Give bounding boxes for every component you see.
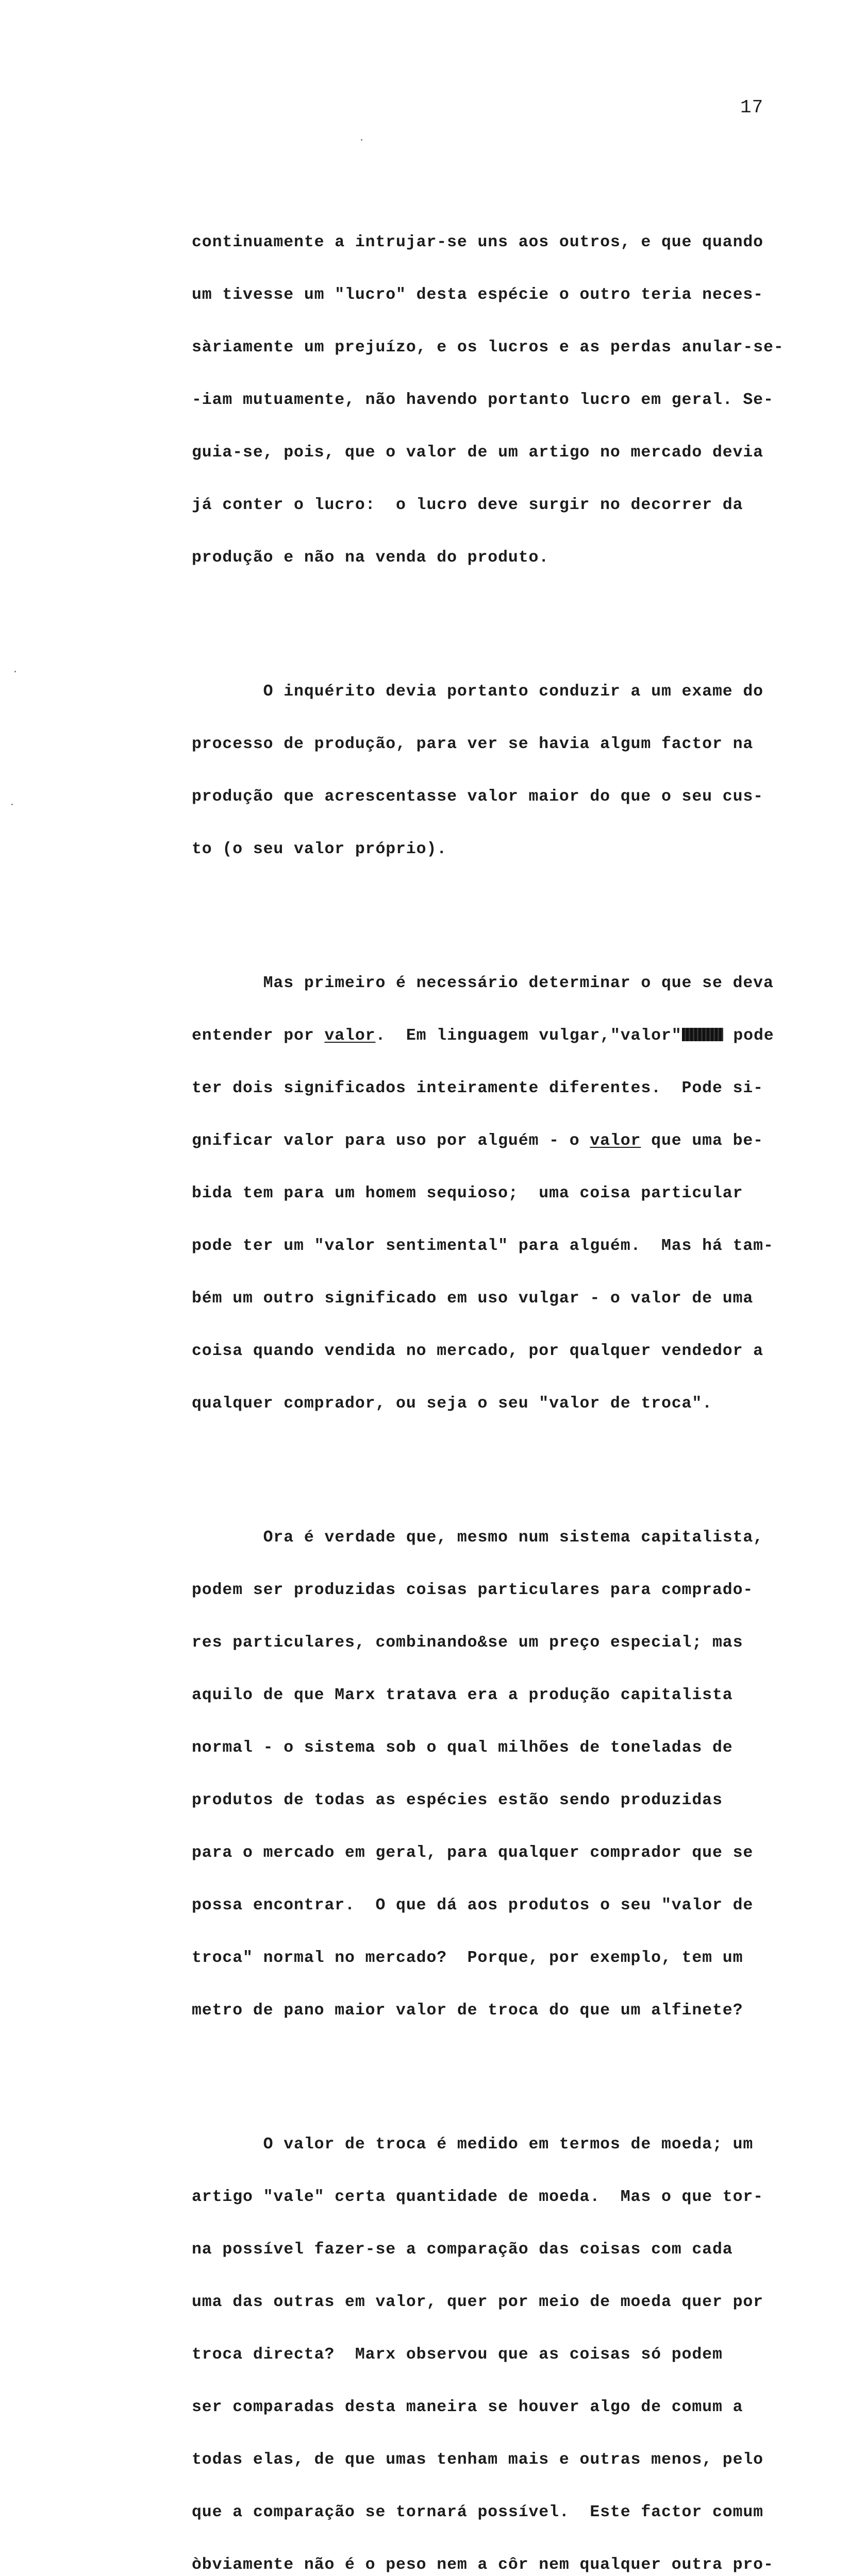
underlined-word: valor	[324, 1027, 376, 1045]
text-line: bida tem para um homem sequioso; uma coisa particular	[192, 1184, 743, 1202]
text-line: produtos de todas as espécies estão sendo produzidas	[192, 1791, 723, 1809]
typed-over-strikeout	[682, 1028, 723, 1041]
text-line: na possível fazer-se a comparação das coisas com cada	[192, 2241, 733, 2259]
text-line: possa encontrar. O que dá aos produtos o seu "valor de	[192, 1896, 754, 1914]
text-line: O inquérito devia portanto conduzir a um exame do	[192, 683, 763, 701]
text-line: uma das outras em valor, quer por meio de moeda quer por	[192, 2293, 763, 2311]
text-span: gnificar valor para uso por alguém - o	[192, 1132, 590, 1150]
text-line: qualquer comprador, ou seja o seu "valor de troca".	[192, 1395, 712, 1413]
text-line: ser comparadas desta maneira se houver algo de comum a	[192, 2398, 743, 2416]
scan-speck	[11, 804, 13, 805]
text-line: Ora é verdade que, mesmo num sistema capitalista,	[192, 1529, 763, 1547]
text-line: guia-se, pois, que o valor de um artigo no mercado devia	[192, 444, 763, 462]
paragraph-gap	[192, 1448, 800, 1494]
scan-speck	[361, 139, 362, 141]
text-line: O valor de troca é medido em termos de moeda; um	[192, 2136, 754, 2154]
underlined-word: valor	[590, 1132, 641, 1150]
text-line: to (o seu valor próprio).	[192, 840, 447, 858]
text-line: -iam mutuamente, não havendo portanto lucro em geral. Se-	[192, 391, 774, 409]
text-line: Mas primeiro é necessário determinar o que se deva	[192, 974, 774, 992]
text-line: òbviamente não é o peso nem a côr nem qualquer outra pro-	[192, 2556, 774, 2574]
text-line: troca directa? Marx observou que as coisas só podem	[192, 2346, 723, 2364]
text-line: para o mercado em geral, para qualquer comprador que se	[192, 1844, 754, 1862]
text-line: todas elas, de que umas tenham mais e outras menos, pelo	[192, 2451, 763, 2469]
text-span: entender por	[192, 1027, 325, 1045]
text-line: sàriamente um prejuízo, e os lucros e as perdas anular-se-	[192, 338, 784, 357]
paragraph-gap	[192, 893, 800, 940]
text-line: já conter o lucro: o lucro deve surgir no decorrer da	[192, 496, 743, 514]
paragraph-gap	[192, 602, 800, 648]
scan-speck	[14, 671, 16, 672]
text-line	[192, 1132, 800, 1150]
text-span: . Em linguagem vulgar,"valor"	[375, 1027, 682, 1045]
text-line: res particulares, combinando&se um preço especial; mas	[192, 1634, 743, 1652]
text-span: pode	[723, 1027, 774, 1045]
paragraph-1	[192, 199, 800, 602]
paragraph-4	[192, 1494, 800, 2055]
text-line: normal - o sistema sob o qual milhões de toneladas de	[192, 1739, 733, 1757]
text-line	[192, 1027, 800, 1045]
text-line: ter dois significados inteiramente diferentes. Pode si-	[192, 1079, 763, 1097]
text-line: pode ter um "valor sentimental" para alguém. Mas há tam-	[192, 1237, 774, 1255]
text-line: um tivesse um "lucro" desta espécie o outro teria neces-	[192, 286, 763, 304]
document-body	[192, 199, 800, 2576]
text-line: continuamente a intrujar-se uns aos outros, e que quando	[192, 233, 763, 251]
text-line: podem ser produzidas coisas particulares para comprado-	[192, 1581, 754, 1599]
text-line: processo de produção, para ver se havia algum factor na	[192, 735, 754, 753]
text-line: produção que acrescentasse valor maior do que o seu cus-	[192, 788, 763, 806]
text-line: artigo "vale" certa quantidade de moeda. Mas o que tor-	[192, 2188, 763, 2206]
paragraph-gap	[192, 2055, 800, 2101]
text-line: produção e não na venda do produto.	[192, 549, 549, 567]
paragraph-2	[192, 648, 800, 893]
text-line: troca" normal no mercado? Porque, por exemplo, tem um	[192, 1949, 743, 1967]
text-line: que a comparação se tornará possível. Este factor comum	[192, 2503, 763, 2521]
paragraph-3	[192, 940, 800, 1448]
text-line: metro de pano maior valor de troca do que um alfinete?	[192, 2002, 743, 2020]
page-number: 17	[740, 97, 764, 118]
text-line: aquilo de que Marx tratava era a produção capitalista	[192, 1686, 733, 1704]
text-line: bém um outro significado em uso vulgar - o valor de uma	[192, 1290, 754, 1308]
text-line: coisa quando vendida no mercado, por qualquer vendedor a	[192, 1342, 763, 1360]
paragraph-5	[192, 2101, 800, 2576]
text-span: que uma be-	[641, 1132, 763, 1150]
